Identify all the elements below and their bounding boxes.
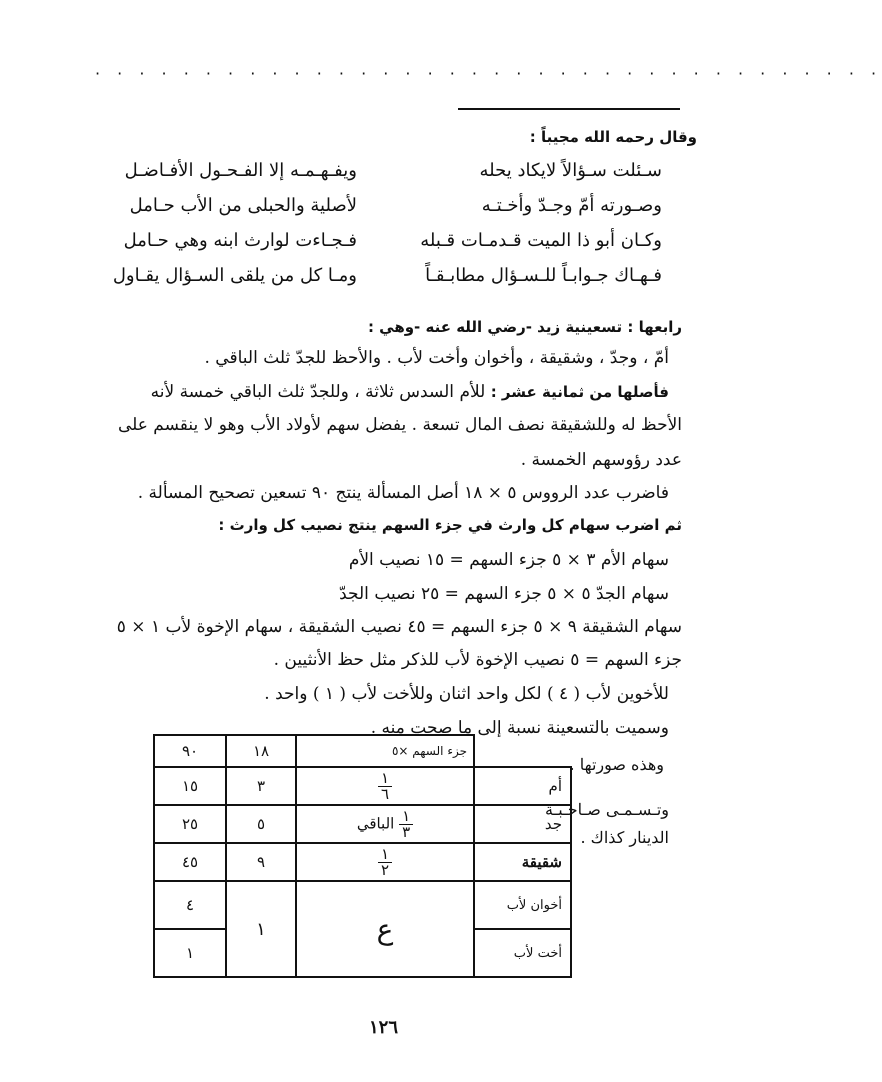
body-line-9: سهام الجدّ ٥ × ٥ جزء السهم = ٢٥ نصيب الجدّ [339,584,669,604]
poem-left-1: ويفـهـمـه إلا الفـحـول الأفـاضـل [124,160,357,181]
total-cell: ١٥ [154,767,226,805]
table-row [154,881,571,929]
body-line-4: الأحظ له وللشقيقة نصف المال تسعة . يفضل سهم لأولاد الأب وهو لا ينقسم على [117,415,682,435]
body-line-2: أمّ ، وجدّ ، وشقيقة ، وأخوان وأخت لأب . والأحظ للجدّ ثلث الباقي . [204,348,669,368]
fraction-note: الباقي [356,814,395,832]
asaba-share-cell: ١ [226,881,296,977]
body-line-5: عدد رؤوسهم الخمسة . [520,450,682,470]
table-row [154,843,571,881]
poem-right-4: فـهـاك جـوابـاً للـسـؤال مطابـقـاً [425,265,662,286]
share-cell: ٥ [226,805,296,843]
body-line-10: سهام الشقيقة ٩ × ٥ جزء السهم = ٤٥ نصيب الشقيقة ، سهام الإخوة لأب ١ × ٥ [116,617,682,637]
poem-left-2: لأصلية والحبلى من الأب حـامل [129,195,357,216]
total-cell: ٤ [154,881,226,929]
share-cell: ٣ [226,767,296,805]
poem-left-3: فـجـاءت لوارث ابنه وهي حـامل [123,230,357,251]
fraction-numerator: ١ [399,809,413,825]
inheritance-table [153,734,572,978]
poem-right-3: وكـان أبو ذا الميت قـدمـات قـبله [420,230,662,251]
header-base: ١٨ [226,735,296,767]
side-note-1: وهذه صورتها . [569,755,664,774]
horizontal-rule [458,108,680,110]
heir-full-sister: شقيقة [474,843,571,881]
poem-right-1: سـئلت سـؤالاً لايكاد يحله [479,160,662,181]
fraction-cell [296,805,474,843]
side-note-3: الدينار كذاك . [580,828,669,847]
header-corrected-base: ٩٠ [154,735,226,767]
total-cell: ٢٥ [154,805,226,843]
body-line-13: وسميت بالتسعينة نسبة إلى ما صحت منه . [370,718,669,738]
poem-left-4: ومـا كل من يلقى السـؤال يقـاول [112,265,357,286]
table-row [154,767,571,805]
heir-mother: أم [474,767,571,805]
body-line-3-bold: فأصلها من ثمانية عشر : [490,383,669,401]
section-heading: رابعها : تسعينية زيد -رضي الله عنه -وهي : [367,318,682,336]
body-line-11: جزء السهم = ٥ نصيب الإخوة لأب للذكر مثل حظ الأنثيين . [273,650,682,670]
dotted-separator: · · · · · · · · · · · · · · · · · · · · · · · · · · · · · · · · · · · · [95,64,882,83]
total-cell: ٤٥ [154,843,226,881]
heir-paternal-sister: أخت لأب [474,929,571,977]
body-line-12: للأخوين لأب ( ٤ ) لكل واحد اثنان وللأخت لأب ( ١ ) واحد . [264,684,669,704]
fraction-cell [296,767,474,805]
total-cell: ١ [154,929,226,977]
heir-paternal-brothers: أخوان لأب [474,881,571,929]
share-cell: ٩ [226,843,296,881]
table-row [154,805,571,843]
poem-right-2: وصـورته أمّ وجـدّ وأخـتـه [481,195,662,216]
fraction-denominator: ٦ [380,784,390,803]
heir-grandfather: جد [474,805,571,843]
body-line-8: سهام الأم ٣ × ٥ جزء السهم = ١٥ نصيب الأم [348,550,669,570]
side-note-2: وتـسـمـى صـاحـبـة [544,800,669,819]
fraction-numerator: ١ [378,771,392,787]
body-line-3 [151,382,669,402]
fraction-cell [296,843,474,881]
page-number: ١٢٦ [368,1017,398,1038]
body-line-3-rest: للأم السدس ثلاثة ، وللجدّ ثلث الباقي خمسة لأنه [150,382,491,402]
poem-intro: وقال رحمه الله مجيباً : [529,128,697,146]
body-line-6: فاضرب عدد الرووس ٥ × ١٨ أصل المسألة ينتج ٩٠ تسعين تصحيح المسألة . [137,483,669,503]
fraction-numerator: ١ [378,847,392,863]
fraction-denominator: ٢ [380,860,390,879]
header-share-multiplier: جزء السهم ×٥ [296,735,474,767]
fraction-denominator: ٣ [402,822,411,841]
asaba-cell: ع [296,881,474,977]
body-line-7: ثم اضرب سهام كل وارث في جزء السهم ينتج نصيب كل وارث : [218,516,682,534]
